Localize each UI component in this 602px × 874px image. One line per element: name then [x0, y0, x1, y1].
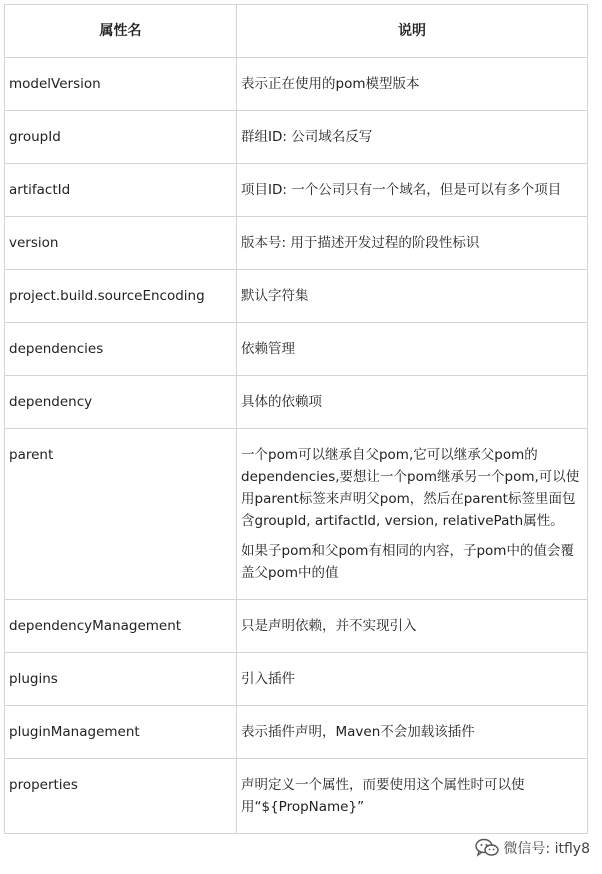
table-row: [5, 58, 588, 111]
attribute-name-cell: parent: [5, 429, 237, 600]
attribute-name-cell: properties: [5, 759, 237, 834]
attribute-name-cell: dependency: [5, 376, 237, 429]
attribute-name-cell: dependencyManagement: [5, 600, 237, 653]
description-text: 声明定义一个属性，而要使用这个属性时可以使用“${PropName}”: [241, 777, 525, 815]
description-cell: [237, 706, 588, 759]
watermark-text: 微信号: itfly8: [503, 841, 590, 857]
header-row: [5, 5, 588, 58]
description-text: 群组ID: 公司域名反写: [241, 129, 373, 145]
description-text: 一个pom可以继承自父pom,它可以继承父pom的dependencies,要想让一个pom继承另一个pom,可以使用parent标签来声明父pom，然后在parent标签里面包含groupId, artifactId, version, relativePath属性。: [241, 447, 580, 529]
table-row: [5, 217, 588, 270]
description-cell: [237, 164, 588, 217]
description-text: 表示正在使用的pom模型版本: [241, 76, 420, 92]
description-text: 版本号: 用于描述开发过程的阶段性标识: [241, 235, 480, 251]
description-text: 项目ID: 一个公司只有一个域名，但是可以有多个项目: [241, 182, 562, 198]
table-row: [5, 270, 588, 323]
table-row: [5, 164, 588, 217]
description-text: 只是声明依赖，并不实现引入: [241, 618, 417, 634]
attribute-name-cell: artifactId: [5, 164, 237, 217]
attribute-name-cell: plugins: [5, 653, 237, 706]
attribute-name-cell: version: [5, 217, 237, 270]
description-cell: [237, 429, 588, 600]
table-row: [5, 759, 588, 834]
description-text: 引入插件: [241, 671, 295, 687]
description-cell: [237, 759, 588, 834]
description-cell: [237, 323, 588, 376]
wechat-icon: [475, 838, 499, 858]
description-cell: [237, 270, 588, 323]
table-row: [5, 323, 588, 376]
description-cell: [237, 217, 588, 270]
description-text: 表示插件声明，Maven不会加载该插件: [241, 724, 475, 740]
attribute-name-cell: pluginManagement: [5, 706, 237, 759]
description-cell: [237, 111, 588, 164]
description-cell: [237, 600, 588, 653]
table-row: [5, 376, 588, 429]
description-cell: [237, 653, 588, 706]
description-cell: [237, 376, 588, 429]
table-row: [5, 600, 588, 653]
description-text: 默认字符集: [241, 288, 309, 304]
table-header: [5, 5, 588, 58]
table-row: [5, 429, 588, 600]
wechat-watermark: [473, 838, 592, 858]
attribute-name-cell: modelVersion: [5, 58, 237, 111]
attribute-name-cell: dependencies: [5, 323, 237, 376]
attribute-name-cell: groupId: [5, 111, 237, 164]
description-cell: [237, 58, 588, 111]
description-text: 具体的依赖项: [241, 394, 322, 410]
header-attribute-name: 属性名: [5, 5, 237, 58]
attribute-name-cell: project.build.sourceEncoding: [5, 270, 237, 323]
description-text: 如果子pom和父pom有相同的内容，子pom中的值会覆盖父pom中的值: [241, 543, 574, 581]
table-row: [5, 653, 588, 706]
pom-attributes-table: [4, 4, 588, 834]
table-row: [5, 706, 588, 759]
table-row: [5, 111, 588, 164]
header-description: 说明: [237, 5, 588, 58]
description-text: 依赖管理: [241, 341, 295, 357]
table-body: [5, 58, 588, 834]
